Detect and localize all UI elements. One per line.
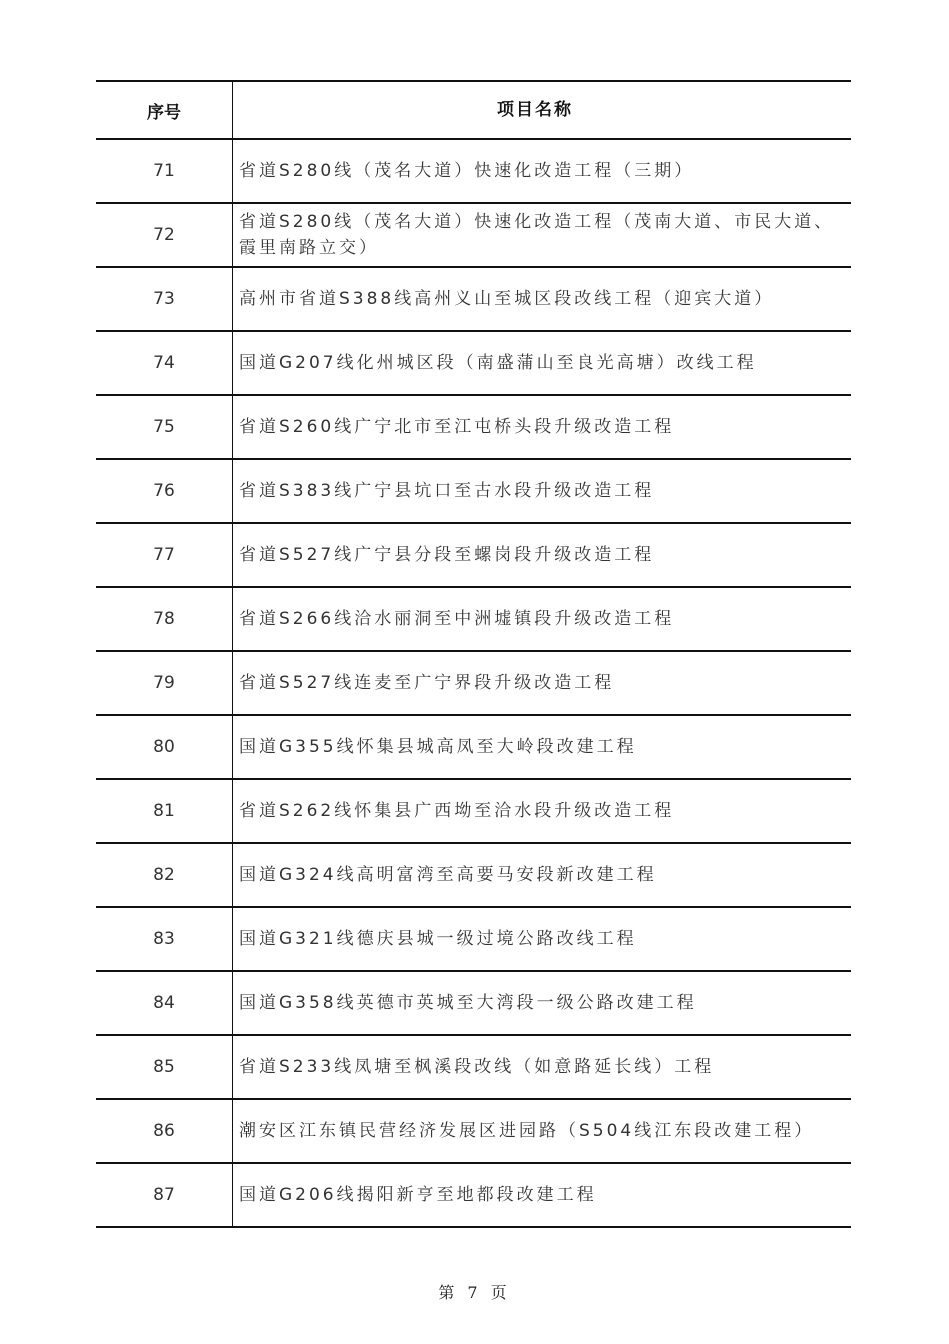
table-row [96,332,851,396]
row-number: 75 [96,396,233,458]
row-project-name: 省道S527线广宁县分段至螺岗段升级改造工程 [239,545,655,565]
row-project-name: 省道S383线广宁县坑口至古水段升级改造工程 [239,481,655,501]
row-number: 83 [96,908,233,970]
row-project-name: 高州市省道S388线高州义山至城区段改线工程（迎宾大道） [239,289,775,309]
table-row [96,972,851,1036]
table-row [96,780,851,844]
row-number: 86 [96,1100,233,1162]
row-project-name: 省道S266线洽水丽洞至中洲墟镇段升级改造工程 [239,609,675,629]
row-number: 78 [96,588,233,650]
table-row [96,908,851,972]
table-row [96,716,851,780]
row-number: 77 [96,524,233,586]
table-row [96,204,851,268]
row-number: 85 [96,1036,233,1098]
header-number: 序号 [96,82,233,138]
header-project-name: 项目名称 [497,100,573,120]
row-project-name: 省道S262线怀集县广西坳至洽水段升级改造工程 [239,801,675,821]
row-number: 76 [96,460,233,522]
page-number: 第 7 页 [438,1283,511,1302]
row-number: 74 [96,332,233,394]
row-project-name: 省道S280线（茂名大道）快速化改造工程（茂南大道、市民大道、霞里南路立交） [239,212,835,258]
table-row [96,1036,851,1100]
table-row [96,652,851,716]
row-number: 82 [96,844,233,906]
row-number: 87 [96,1164,233,1226]
table-row [96,1164,851,1228]
table-row [96,140,851,204]
row-project-name: 国道G206线揭阳新亨至地都段改建工程 [239,1185,597,1205]
row-number: 80 [96,716,233,778]
table-row [96,588,851,652]
row-project-name: 省道S233线凤塘至枫溪段改线（如意路延长线）工程 [239,1057,715,1077]
row-project-name: 国道G324线高明富湾至高要马安段新改建工程 [239,865,657,885]
row-project-name: 国道G358线英德市英城至大湾段一级公路改建工程 [239,993,697,1013]
row-project-name: 省道S260线广宁北市至江屯桥头段升级改造工程 [239,417,675,437]
table-row [96,460,851,524]
row-number: 73 [96,268,233,330]
row-project-name: 国道G355线怀集县城高凤至大岭段改建工程 [239,737,637,757]
table-header-row [96,82,851,140]
table-row [96,1100,851,1164]
row-project-name: 国道G207线化州城区段（南盛蒲山至良光高塘）改线工程 [239,353,757,373]
row-project-name: 潮安区江东镇民营经济发展区进园路（S504线江东段改建工程） [239,1121,815,1141]
row-number: 79 [96,652,233,714]
row-number: 71 [96,140,233,202]
project-table [96,80,851,1228]
table-row [96,844,851,908]
row-project-name: 国道G321线德庆县城一级过境公路改线工程 [239,929,637,949]
row-project-name: 省道S527线连麦至广宁界段升级改造工程 [239,673,615,693]
row-number: 84 [96,972,233,1034]
table-row [96,268,851,332]
row-number: 81 [96,780,233,842]
table-row [96,524,851,588]
table-row [96,396,851,460]
row-project-name: 省道S280线（茂名大道）快速化改造工程（三期） [239,161,695,181]
row-number: 72 [96,204,233,266]
